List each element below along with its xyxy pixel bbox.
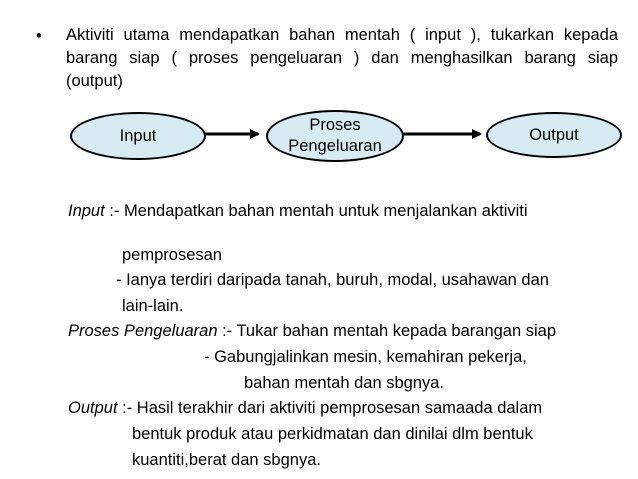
bullet-marker: • [36,26,42,45]
node-proses-line-1: Proses [309,116,361,134]
def-output-term: Output [68,399,118,417]
def-output-line-3: kuantiti,berat dan sbgnya. [132,451,321,469]
def-proses-text-1: Tukar bahan mentah kepada barangan siap [236,322,557,340]
node-output [486,112,622,158]
def-input-line-3: - Ianya terdiri daripada tanah, buruh, modal, usahawan dan [116,271,549,289]
intro-line-3: (output) [66,72,123,90]
node-proses-pengeluaran [266,110,404,162]
def-input-text-1: Mendapatkan bahan mentah untuk menjalankan aktiviti [123,202,528,220]
node-proses-line-2: Pengeluaran [288,137,382,155]
def-output-line-1 [68,399,542,418]
def-proses-line-1 [68,322,556,341]
def-output-text-1: Hasil terakhir dari aktiviti pemprosesan samaada dalam [136,399,543,417]
def-proses-term: Proses Pengeluaran [68,322,218,340]
def-output-line-2: bentuk produk atau perkidmatan dan dinilai dlm bentuk [132,425,533,443]
intro-line-2: barang siap ( proses pengeluaran ) dan menghasilkan barang siap [66,49,618,67]
def-output-sep: :- [117,399,137,417]
node-output-label: Output [529,125,579,144]
def-input-term: Input [68,202,105,220]
def-input-line-4: lain-lain. [122,297,184,315]
def-proses-line-2: - Gabungjalinkan mesin, kemahiran pekerja, [204,348,527,366]
def-input-line-2: pemprosesan [122,246,222,264]
node-input [70,112,206,160]
intro-line-1: Aktiviti utama mendapatkan bahan mentah ( input ), tukarkan kepada [66,26,618,44]
node-input-label: Input [119,126,157,145]
node-proses-label [288,115,382,157]
def-proses-line-3: bahan mentah dan sbgnya. [244,374,444,392]
def-input-sep: :- [104,202,124,220]
def-input-line-1 [68,202,528,221]
def-proses-sep: :- [217,322,237,340]
